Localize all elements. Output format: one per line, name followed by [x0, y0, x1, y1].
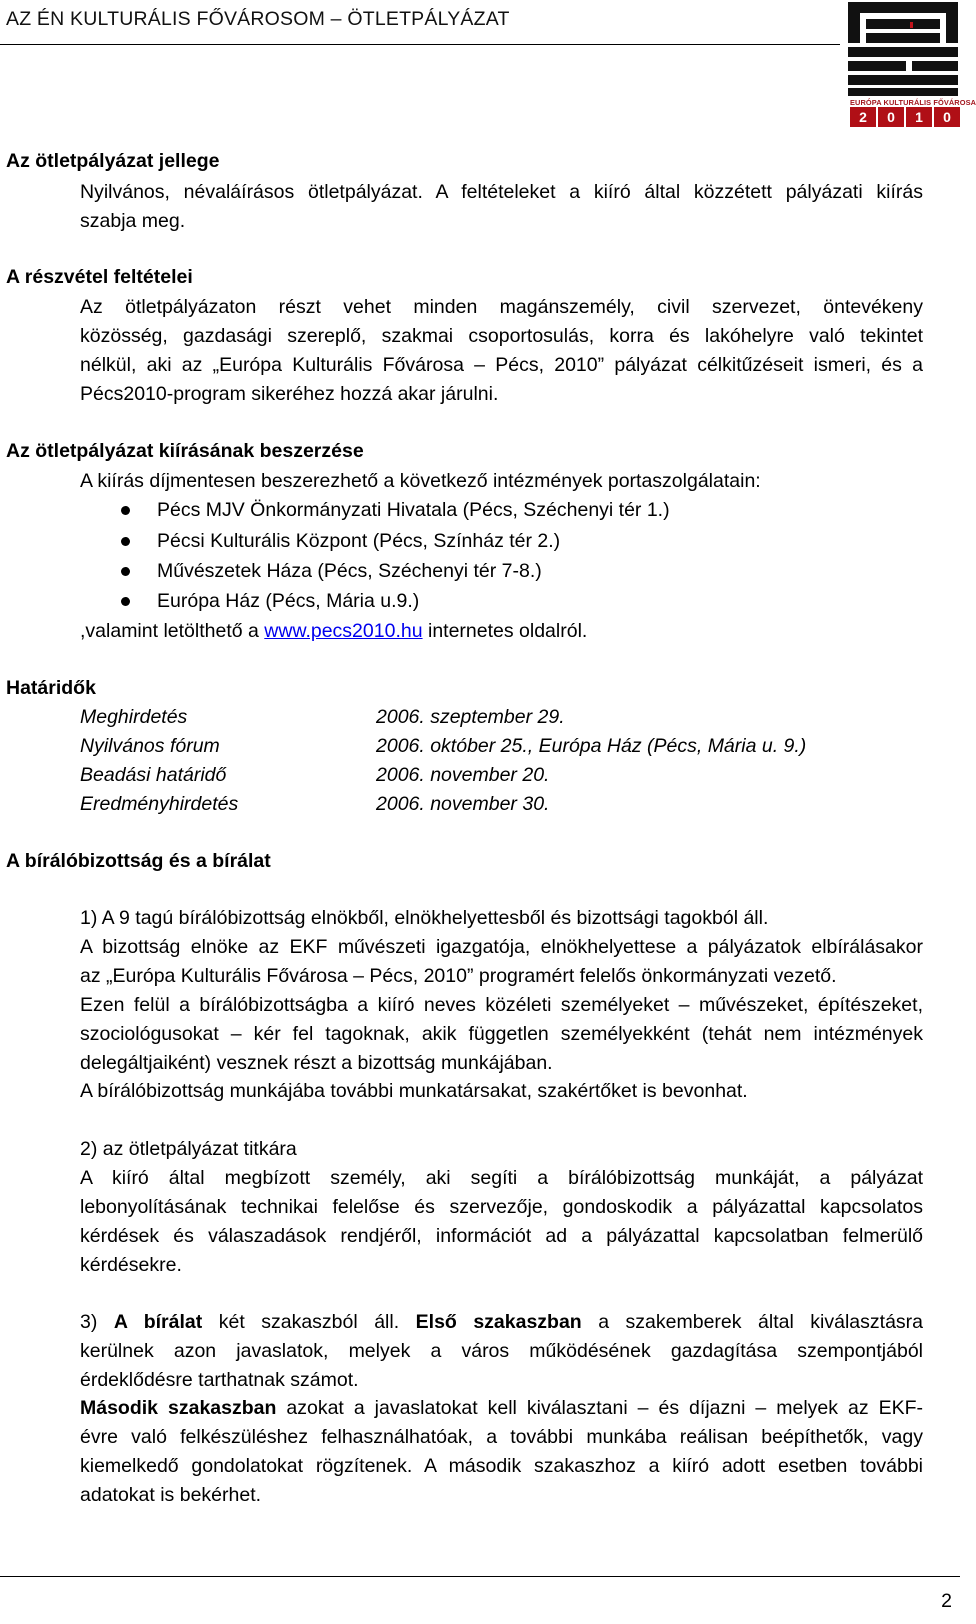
- bullet-icon: [121, 597, 130, 606]
- paragraph-line: kerülnek azon javaslatok, melyek a város működésének gazdagítása szempontjából: [80, 1340, 923, 1362]
- download-text: internetes oldalról.: [422, 620, 588, 642]
- paragraph-line: lebonyolításának technikai felelőse és szervezője, gondoskodik a pályázattal kapcsolatos: [80, 1196, 923, 1218]
- paragraph-line: az „Európa Kulturális Fővárosa – Pécs, 2010” programért felelős önkormányzati vezető.: [80, 965, 837, 987]
- paragraph-line: Pécs2010-program sikeréhez hozzá akar járulni.: [80, 383, 499, 405]
- paragraph-line: 2) az ötletpályázat titkára: [80, 1138, 297, 1160]
- deadline-value: 2006. november 20.: [376, 764, 550, 786]
- paragraph-line: adatokat is bekérhet.: [80, 1484, 262, 1506]
- paragraph-line: [80, 1311, 923, 1334]
- text-run: azokat a javaslatokat kell kiválasztani – és díjazni – melyek az EKF-: [276, 1397, 923, 1419]
- logo-year: [850, 107, 960, 127]
- section-heading-reszvetel: A részvétel feltételei: [6, 266, 193, 288]
- logo-bars-icon: [848, 0, 960, 100]
- section-heading-hataridok: Határidők: [6, 677, 96, 699]
- logo-year-digit: 0: [934, 107, 960, 127]
- deadline-label: Meghirdetés: [80, 706, 188, 728]
- text-run: 3): [80, 1311, 114, 1333]
- paragraph-line: A bizottság elnöke az EKF művészeti igazgatója, elnökhelyettese a pályázatok elbírálásakor: [80, 936, 923, 958]
- list-item: Pécs MJV Önkormányzati Hivatala (Pécs, Széchenyi tér 1.): [157, 499, 670, 521]
- bold-run: Első szakaszban: [415, 1311, 582, 1333]
- website-link[interactable]: www.pecs2010.hu: [264, 620, 423, 642]
- deadline-label: Eredményhirdetés: [80, 793, 239, 815]
- bullet-icon: [121, 537, 130, 546]
- bullet-icon: [121, 567, 130, 576]
- bold-run: Második szakaszban: [80, 1397, 277, 1419]
- paragraph-line: A kiírás díjmentesen beszerezhető a következő intézmények portaszolgálatain:: [80, 470, 761, 492]
- paragraph-line: Nyilvános, névaláírásos ötletpályázat. A feltételeket a kiíró által közzétett pályázati kiírás: [80, 181, 923, 203]
- pecs2010-logo: [848, 0, 976, 127]
- section-heading-biralat: A bírálóbizottság és a bírálat: [6, 850, 271, 872]
- paragraph-line: érdeklődésre tarthatnak számot.: [80, 1369, 359, 1391]
- footer-rule: [0, 1576, 960, 1577]
- logo-year-digit: 2: [850, 107, 876, 127]
- logo-year-digit: 1: [906, 107, 932, 127]
- paragraph-line: A kiíró által megbízott személy, aki segíti a bírálóbizottság munkáját, a pályázat: [80, 1167, 923, 1189]
- paragraph-line: [80, 1397, 923, 1420]
- deadline-value: 2006. november 30.: [376, 793, 550, 815]
- paragraph-line: szabja meg.: [80, 210, 186, 232]
- paragraph-line: Ezen felül a bírálóbizottságba a kiíró neves közéleti személyeket – művészeket, építészeket,: [80, 994, 923, 1016]
- section-heading-beszerzes: Az ötletpályázat kiírásának beszerzése: [6, 440, 364, 462]
- list-item: Európa Ház (Pécs, Mária u.9.): [157, 590, 420, 612]
- paragraph-line: szociológusokat – kér fel tagoknak, akik független személyekként (tehát nem intézmények: [80, 1023, 923, 1045]
- paragraph-line: kérdések és válaszadások rendjéről, információt ad a pályázattal kapcsolatban felmerülő: [80, 1225, 923, 1247]
- page-number: 2: [941, 1590, 952, 1612]
- deadline-value: 2006. október 25., Európa Ház (Pécs, Mária u. 9.): [376, 735, 807, 757]
- paragraph-line: kérdésekre.: [80, 1254, 182, 1276]
- text-run: két szakaszból áll.: [202, 1311, 416, 1333]
- bullet-icon: [121, 506, 130, 515]
- paragraph-line: 1) A 9 tagú bírálóbizottság elnökből, elnökhelyettesből és bizottsági tagokból áll.: [80, 907, 769, 929]
- paragraph-line: kiemelkedő gondolatokat rögzítenek. A második szakaszhoz a kiíró adott esetben további: [80, 1455, 923, 1477]
- download-text: ,valamint letölthető a: [80, 620, 265, 642]
- list-item: Pécsi Kulturális Központ (Pécs, Színház tér 2.): [157, 530, 561, 552]
- paragraph-line: közösség, gazdasági szereplő, szakmai csoportosulás, korra és lakóhelyre való tekintet: [80, 325, 923, 347]
- deadline-label: Nyilvános fórum: [80, 735, 220, 757]
- section-heading-jellege: Az ötletpályázat jellege: [6, 150, 220, 172]
- text-run: a szakemberek által kiválasztásra: [581, 1311, 923, 1333]
- deadline-label: Beadási határidő: [80, 764, 227, 786]
- list-item: Művészetek Háza (Pécs, Széchenyi tér 7-8.): [157, 560, 542, 582]
- paragraph-line: évre való felkészüléshez felhasználhatóak, a további munkába reálisan beépíthetők, vagy: [80, 1426, 923, 1448]
- header-rule: [0, 44, 840, 45]
- paragraph-line: Az ötletpályázaton részt vehet minden magánszemély, civil szervezet, öntevékeny: [80, 296, 923, 318]
- paragraph-line: nélkül, aki az „Európa Kulturális Fővárosa – Pécs, 2010” pályázat célkitűzéseit ismeri, és a: [80, 354, 923, 376]
- paragraph-line: A bírálóbizottság munkájába további munkatársakat, szakértőket is bevonhat.: [80, 1080, 748, 1102]
- download-line: [80, 620, 587, 643]
- deadline-value: 2006. szeptember 29.: [376, 706, 565, 728]
- logo-caption: EURÓPA KULTURÁLIS FŐVÁROSA: [850, 98, 976, 107]
- bold-run: A bírálat: [113, 1311, 203, 1333]
- header-title: AZ ÉN KULTURÁLIS FŐVÁROSOM – ÖTLETPÁLYÁZAT: [6, 8, 510, 30]
- paragraph-line: delegáltjaiként) vesznek részt a bizottság munkájában.: [80, 1052, 553, 1074]
- logo-year-digit: 0: [878, 107, 904, 127]
